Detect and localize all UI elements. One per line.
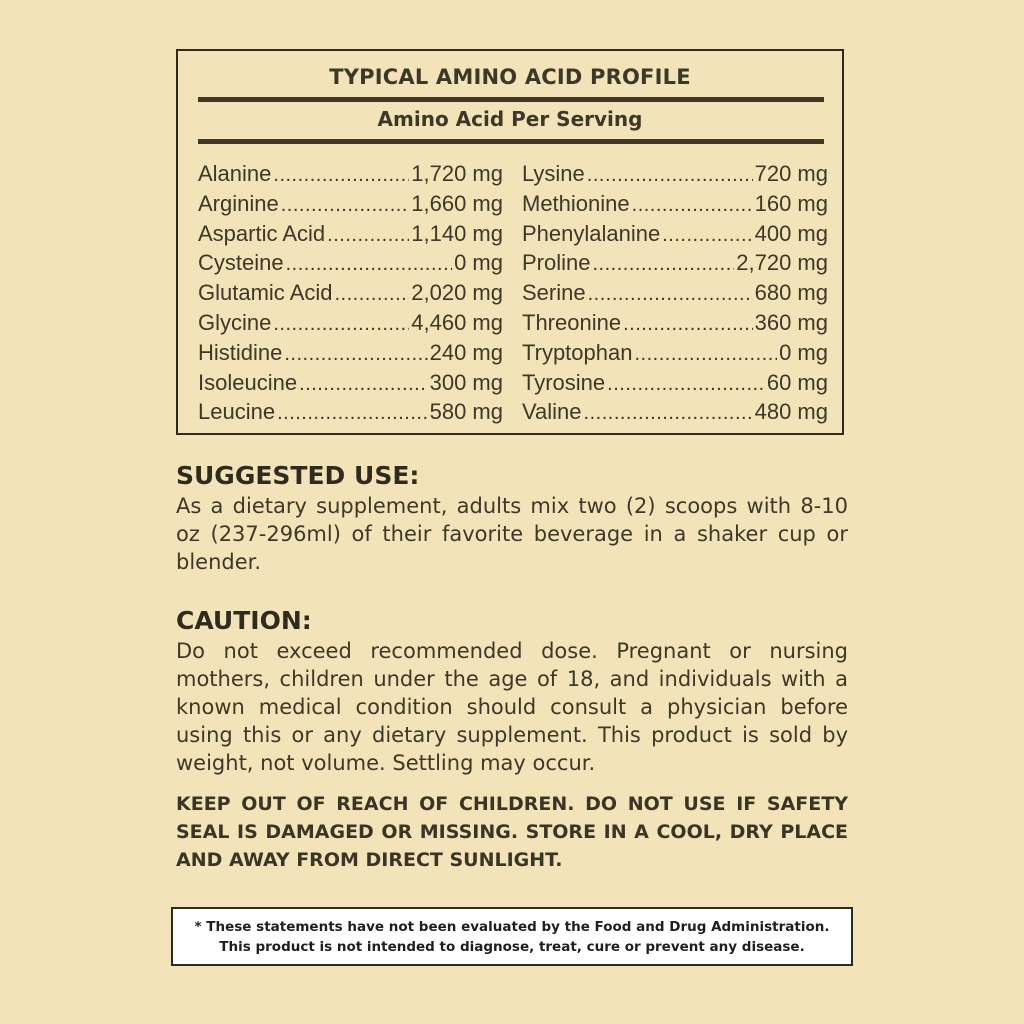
amino-acid-amount: 0 mg — [454, 250, 503, 276]
amino-acid-amount: 0 mg — [779, 339, 828, 365]
amino-acid-row — [198, 310, 503, 340]
amino-acid-row — [198, 250, 503, 280]
amino-acid-amount: 360 mg — [754, 309, 828, 335]
amino-acid-name: Isoleucine — [198, 369, 298, 395]
amino-acid-row — [522, 161, 828, 191]
amino-acid-row — [522, 221, 828, 251]
leader-dots — [299, 373, 428, 396]
leader-dots — [634, 343, 777, 366]
amino-acid-amount: 1,720 mg — [411, 161, 503, 186]
leader-dots — [281, 194, 410, 217]
amino-acid-amount: 2,720 mg — [736, 250, 828, 276]
amino-acid-name: Cysteine — [198, 250, 284, 276]
disclaimer-line-1: * These statements have not been evaluated by the Food and Drug Administration. — [194, 918, 830, 935]
amino-acid-row — [198, 370, 503, 400]
amino-acid-row — [522, 191, 828, 221]
amino-acid-row — [522, 310, 828, 340]
amino-acid-name: Glutamic Acid — [198, 280, 333, 306]
amino-acid-name: Phenylalanine — [522, 220, 661, 246]
amino-acid-amount: 720 mg — [754, 161, 828, 186]
leader-dots — [273, 164, 409, 187]
leader-dots — [588, 283, 753, 306]
amino-acid-row — [522, 340, 828, 370]
amino-acid-name: Histidine — [198, 339, 283, 365]
amino-acid-name: Arginine — [198, 190, 279, 216]
leader-dots — [623, 313, 753, 336]
amino-acid-amount: 160 mg — [754, 190, 828, 216]
leader-dots — [273, 313, 409, 336]
amino-acid-name: Leucine — [198, 399, 276, 425]
leader-dots — [592, 253, 734, 276]
amino-acid-amount: 300 mg — [429, 369, 503, 395]
subtitle-divider — [198, 139, 824, 144]
leader-dots — [284, 343, 427, 366]
amino-acid-name: Glycine — [198, 309, 272, 335]
amino-acid-name: Proline — [522, 250, 591, 276]
amino-acid-name: Serine — [522, 280, 586, 306]
leader-dots — [286, 253, 452, 276]
amino-acid-amount: 680 mg — [754, 280, 828, 306]
amino-acid-amount: 1,140 mg — [411, 220, 503, 246]
amino-acid-row — [198, 221, 503, 251]
leader-dots — [607, 373, 765, 396]
fda-disclaimer-box — [171, 907, 853, 966]
amino-acid-amount: 4,460 mg — [411, 309, 503, 335]
amino-acid-profile-box — [176, 49, 844, 435]
leader-dots — [632, 194, 753, 217]
amino-acid-amount: 580 mg — [429, 399, 503, 425]
leader-dots — [662, 224, 752, 247]
amino-acid-name: Lysine — [522, 161, 585, 186]
amino-acid-amount: 1,660 mg — [411, 190, 503, 216]
amino-acid-row — [198, 399, 503, 429]
amino-acid-name: Aspartic Acid — [198, 220, 326, 246]
title-divider — [198, 97, 824, 102]
amino-acid-name: Tryptophan — [522, 339, 633, 365]
amino-acid-name: Alanine — [198, 161, 272, 186]
amino-acid-row — [522, 399, 828, 429]
caution-heading: CAUTION: — [176, 606, 312, 635]
amino-acid-name: Valine — [522, 399, 582, 425]
amino-acid-amount: 480 mg — [754, 399, 828, 425]
leader-dots — [335, 283, 410, 306]
leader-dots — [277, 402, 428, 425]
amino-acid-row — [522, 250, 828, 280]
amino-acid-amount: 240 mg — [429, 339, 503, 365]
amino-acid-name: Methionine — [522, 190, 630, 216]
amino-acid-row — [198, 161, 503, 191]
suggested-use-text: As a dietary supplement, adults mix two (2) scoops with 8-10 oz (237-296ml) of their favorite beverage in a shaker cup or blender. — [176, 494, 848, 574]
amino-acid-row — [522, 280, 828, 310]
amino-acid-row — [522, 370, 828, 400]
amino-acid-amount: 400 mg — [754, 220, 828, 246]
amino-acid-row — [198, 280, 503, 310]
amino-acid-name: Tyrosine — [522, 369, 606, 395]
amino-acid-left-column — [198, 161, 503, 429]
safety-warning: KEEP OUT OF REACH OF CHILDREN. DO NOT USE IF SAFETY SEAL IS DAMAGED OR MISSING. STORE IN A COOL, DRY PLACE AND AWAY FROM DIRECT SUNLIGHT. — [176, 793, 848, 871]
amino-acid-row — [198, 340, 503, 370]
profile-title: TYPICAL AMINO ACID PROFILE — [329, 65, 691, 89]
leader-dots — [584, 402, 753, 425]
suggested-use-heading: SUGGESTED USE: — [176, 461, 420, 490]
amino-acid-name: Threonine — [522, 309, 622, 335]
disclaimer-line-2: This product is not intended to diagnose, treat, cure or prevent any disease. — [219, 938, 805, 955]
leader-dots — [327, 224, 409, 247]
leader-dots — [587, 164, 753, 187]
amino-acid-amount: 60 mg — [766, 369, 828, 395]
amino-acid-amount: 2,020 mg — [411, 280, 503, 306]
amino-acid-row — [198, 191, 503, 221]
caution-text: Do not exceed recommended dose. Pregnant or nursing mothers, children under the age of 18, and individuals with a known medical condition should consult a physician before using this or any dietary supplement. This product is sold by weight, not volume. Settling may occur. — [176, 639, 848, 775]
profile-subtitle: Amino Acid Per Serving — [377, 107, 643, 131]
amino-acid-right-column — [522, 161, 828, 429]
